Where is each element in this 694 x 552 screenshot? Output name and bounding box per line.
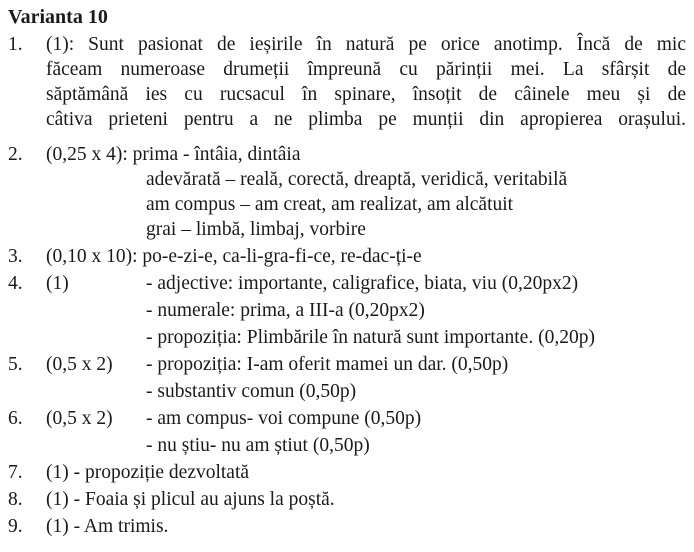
item-1-line-2: făceam numeroase drumeții împreună cu părinții mei. La sfârșit de — [46, 59, 686, 80]
item-number: 3. — [8, 246, 23, 267]
item-number: 4. — [8, 273, 23, 294]
item-2-sub-3: grai – limbă, limbaj, vorbire — [146, 219, 366, 240]
item-3-text: (0,10 x 10): po-e-zi-e, ca-li-gra-fi-ce, re-dac-ți-e — [46, 246, 422, 267]
item-number: 8. — [8, 489, 23, 510]
item-number: 5. — [8, 354, 23, 375]
item-2-sub-2: am compus – am creat, am realizat, am alcătuit — [146, 194, 514, 215]
item-1-line-1: (1): Sunt pasionat de ieșirile în natură pe orice anotimp. Încă de mic — [46, 34, 686, 55]
item-4-sub-1: - adjective: importante, caligrafice, biata, viu (0,20px2) — [146, 273, 579, 294]
variant-title: Varianta 10 — [8, 6, 108, 28]
item-5-sub-2: - substantiv comun (0,50p) — [146, 381, 357, 402]
item-2-sub-1: adevărată – reală, corectă, dreaptă, veridică, veritabilă — [146, 169, 568, 190]
item-4-sub-2: - numerale: prima, a III-a (0,20px2) — [146, 300, 425, 321]
item-1-line-3: săptămână ies cu rucsacul în spinare, însoțit de câinele meu și de — [46, 84, 686, 105]
item-6-sub-1: - am compus- voi compune (0,50p) — [146, 408, 422, 429]
item-9-text: (1) - Am trimis. — [46, 516, 169, 537]
item-8-text: (1) - Foaia și plicul au ajuns la poștă. — [46, 489, 335, 510]
item-number: 7. — [8, 462, 23, 483]
item-5-score: (0,5 x 2) — [46, 354, 113, 375]
item-4-sub-3: - propoziția: Plimbările în natură sunt importante. (0,20p) — [146, 327, 595, 348]
item-7-text: (1) - propoziție dezvoltată — [46, 462, 250, 483]
item-2-lead: (0,25 x 4): prima - întâia, dintâia — [46, 144, 301, 165]
item-6-score: (0,5 x 2) — [46, 408, 113, 429]
item-number: 2. — [8, 144, 23, 165]
item-number: 1. — [8, 34, 23, 55]
item-5-sub-1: - propoziția: I-am oferit mamei un dar. (0,50p) — [146, 354, 509, 375]
item-number: 6. — [8, 408, 23, 429]
item-number: 9. — [8, 516, 23, 537]
item-1-line-4: câtiva prieteni pentru a ne plimba pe munții din apropierea orașului. — [46, 109, 686, 130]
item-6-sub-2: - nu știu- nu am știut (0,50p) — [146, 435, 370, 456]
item-4-score: (1) — [46, 273, 69, 294]
